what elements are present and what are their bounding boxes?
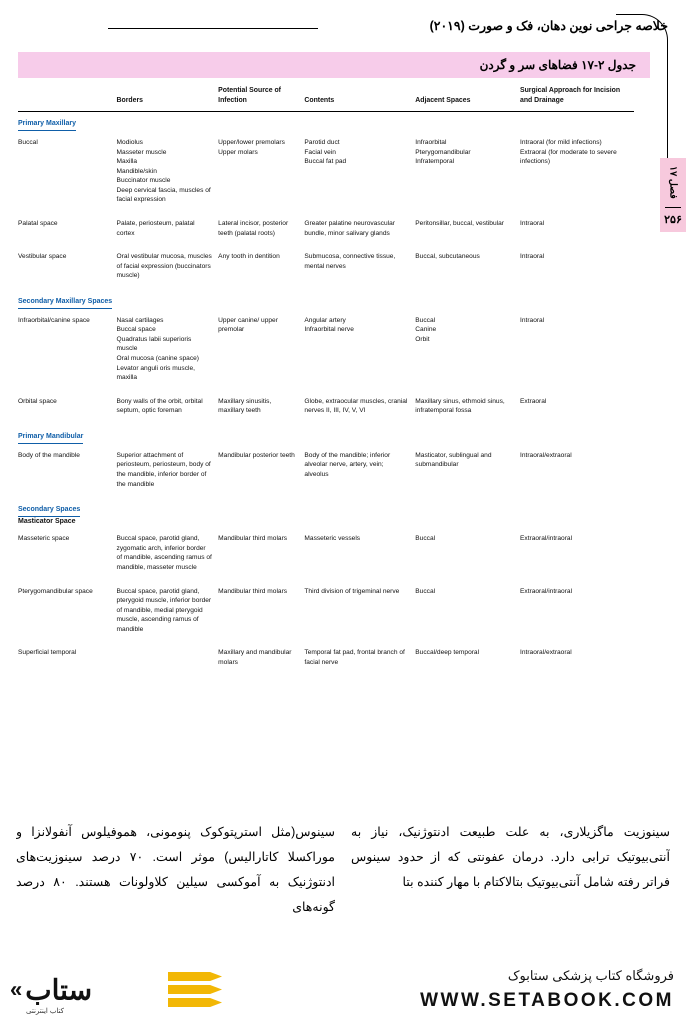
cell-adjacent-spaces: Buccal, subcutaneous bbox=[415, 253, 480, 261]
logo-bar-bottom bbox=[168, 998, 222, 1007]
cell-surgical-approach: Extraoral bbox=[520, 397, 547, 405]
table-row bbox=[18, 247, 634, 290]
col-header-name bbox=[18, 86, 117, 112]
page-header-title: خلاصه جراحی نوین دهان، فک و صورت (۲۰۱۹) bbox=[429, 19, 668, 33]
table-row bbox=[18, 214, 634, 247]
table-section-title-cell bbox=[18, 425, 634, 446]
cell-surgical-approach: Intraoral/extraoral bbox=[520, 451, 572, 459]
cell-adjacent-spaces: Buccal/deep temporal bbox=[415, 649, 480, 657]
shop-url[interactable]: WWW.SETABOOK.COM bbox=[420, 989, 674, 1011]
cell-contents: Greater palatine neurovascular bundle, minor salivary glands bbox=[304, 219, 395, 237]
cell-adjacent-spaces: Buccal Canine Orbit bbox=[415, 316, 437, 343]
col-header-approach: Surgical Approach for Incision and Drainage bbox=[520, 86, 634, 112]
header-rule bbox=[108, 28, 318, 29]
setabook-logo[interactable] bbox=[10, 973, 92, 1006]
cell-borders: Oral vestibular mucosa, muscles of facial expression (buccinators muscle) bbox=[116, 253, 212, 280]
cell-space-name: Body of the mandible bbox=[18, 451, 80, 459]
cell-space-name: Vestibular space bbox=[18, 253, 67, 261]
table-section-title-cell bbox=[18, 112, 634, 134]
shop-name: فروشگاه کتاب پزشکی ستابوک bbox=[507, 967, 674, 983]
table-section-title: Primary Maxillary bbox=[18, 119, 76, 131]
cell-adjacent-spaces: Masticator, sublingual and submandibular bbox=[415, 451, 492, 469]
table-row bbox=[18, 582, 634, 644]
body-text-right-column: سینوزیت ماگزیلاری، به علت طبیعت ادنتوژنیک، نیاز به آنتی‌بیوتیک ترابی دارد. درمان عفونتی که از حدود سینوس فراتر رفته شامل آنتی‌بیوتیک بتالاکتام با مهار کننده بتا bbox=[351, 825, 670, 889]
body-text-columns bbox=[16, 820, 670, 955]
col-header-borders: Borders bbox=[117, 86, 219, 112]
cell-adjacent-spaces: Infraorbital Pterygomandibular Infratemporal bbox=[415, 139, 471, 166]
page-number: ۲۵۶ bbox=[664, 213, 682, 226]
chapter-side-tab bbox=[660, 158, 686, 232]
cell-potential-source: Mandibular third molars bbox=[218, 587, 288, 595]
table-head bbox=[18, 86, 634, 112]
table-row bbox=[18, 643, 634, 676]
cell-potential-source: Any tooth in dentition bbox=[218, 253, 280, 261]
page-footer bbox=[0, 955, 686, 1023]
cell-surgical-approach: Intraoral bbox=[520, 219, 545, 227]
cell-contents: Angular artery Infraorbital nerve bbox=[304, 316, 354, 334]
cell-surgical-approach: Extraoral/intraoral bbox=[520, 535, 573, 543]
head-and-neck-spaces-table bbox=[18, 86, 634, 676]
cell-adjacent-spaces: Buccal bbox=[415, 587, 436, 595]
logo-bar-top bbox=[168, 972, 222, 981]
body-text-left-column: سینوس(مثل استرپتوکوک پنومونی، هموفیلوس آنفولانزا و موراکسلا کاتارالیس) موثر است. ۷۰ درصد سینوزیت‌های ادنتوژنیک به آموکسی سیلین کلاولونات هستند. ۸۰ درصد گونه‌های bbox=[16, 825, 335, 914]
cell-contents: Globe, extraocular muscles, cranial nerves II, III, IV, V, VI bbox=[304, 397, 408, 415]
side-tab-divider bbox=[665, 207, 681, 208]
table-row bbox=[18, 311, 634, 392]
cell-contents: Parotid duct Facial vein Buccal fat pad bbox=[304, 139, 347, 166]
cell-space-name: Buccal bbox=[18, 139, 38, 147]
table-caption-text: جدول ۲-۱۷ فضاهای سر و گردن bbox=[479, 58, 636, 72]
table-row bbox=[18, 392, 634, 425]
cell-surgical-approach: Intraoral bbox=[520, 316, 545, 324]
cell-potential-source: Maxillary sinusitis, maxillary teeth bbox=[218, 397, 272, 415]
cell-space-name: Superficial temporal bbox=[18, 649, 77, 657]
logo-bar-middle bbox=[168, 985, 222, 994]
table-header-row bbox=[18, 86, 634, 112]
cell-space-name: Orbital space bbox=[18, 397, 57, 405]
table-section-title: Secondary Maxillary Spaces bbox=[18, 297, 112, 309]
chapter-label: فصل ۱۷ bbox=[667, 166, 679, 199]
cell-contents: Temporal fat pad, frontal branch of facial nerve bbox=[304, 649, 405, 666]
table-section-title: Primary Mandibular bbox=[18, 432, 83, 444]
cell-space-name: Palatal space bbox=[18, 219, 58, 227]
table-section-header bbox=[18, 498, 634, 529]
cell-potential-source: Lateral incisor, posterior teeth (palatal roots) bbox=[218, 219, 289, 237]
spaces-table-wrapper bbox=[18, 86, 634, 676]
table-section-header bbox=[18, 290, 634, 311]
cell-contents: Submucosa, connective tissue, mental nerves bbox=[304, 253, 396, 270]
cell-contents: Body of the mandible; inferior alveolar nerve, artery, vein; alveolus bbox=[304, 451, 391, 478]
table-section-title: Secondary Spaces bbox=[18, 505, 80, 517]
table-body bbox=[18, 112, 634, 677]
table-section-header bbox=[18, 112, 634, 134]
cell-borders: Superior attachment of periosteum, periosteum, body of the mandible, inferior border of the mandible bbox=[116, 451, 211, 488]
table-caption bbox=[18, 52, 650, 78]
table-row bbox=[18, 133, 634, 214]
cell-borders: Buccal space, parotid gland, pterygoid muscle, inferior border of mandible, medial pterygoid muscle, ascending ramus of mandible bbox=[116, 587, 212, 633]
cell-surgical-approach: Intraoral bbox=[520, 253, 545, 261]
cell-adjacent-spaces: Peritonsillar, buccal, vestibular bbox=[415, 219, 504, 227]
cell-space-name: Masseteric space bbox=[18, 535, 70, 543]
cell-borders: Palate, periosteum, palatal cortex bbox=[116, 219, 195, 237]
table-row bbox=[18, 446, 634, 498]
cell-borders bbox=[117, 643, 219, 676]
cell-contents: Third division of trigeminal nerve bbox=[304, 587, 400, 595]
cell-adjacent-spaces: Buccal bbox=[415, 535, 436, 543]
cell-potential-source: Mandibular posterior teeth bbox=[218, 451, 295, 459]
cell-space-name: Pterygomandibular space bbox=[18, 587, 93, 595]
table-section-title-cell bbox=[18, 498, 634, 529]
cell-potential-source: Upper canine/ upper premolar bbox=[218, 316, 278, 334]
cell-surgical-approach: Extraoral/intraoral bbox=[520, 587, 573, 595]
col-header-contents: Contents bbox=[304, 86, 415, 112]
cell-adjacent-spaces: Maxillary sinus, ethmoid sinus, infratemporal fossa bbox=[415, 397, 505, 415]
cell-borders: Buccal space, parotid gland, zygomatic arch, inferior border of mandible, ascending ramus of mandible, masseter muscle bbox=[116, 535, 212, 572]
double-chevron-icon: « bbox=[10, 976, 20, 1002]
cell-potential-source: Maxillary and mandibular molars bbox=[218, 649, 292, 666]
cell-borders: Bony walls of the orbit, orbital septum, optic foreman bbox=[116, 397, 203, 415]
table-section-header bbox=[18, 425, 634, 446]
col-header-source: Potential Source of Infection bbox=[218, 86, 304, 112]
cell-space-name: Infraorbital/canine space bbox=[18, 316, 90, 324]
cell-borders: Nasal cartilages Buccal space Quadratus labii superioris muscle Oral mucosa (canine space) Levator anguli oris muscle, maxilla bbox=[116, 316, 200, 382]
cell-borders: Modiolus Masseter muscle Maxilla Mandible/skin Buccinator muscle Deep cervical fascia, muscles of facial expression bbox=[116, 139, 211, 204]
col-header-adjacent: Adjacent Spaces bbox=[415, 86, 520, 112]
page-header bbox=[0, 14, 686, 40]
brand-subtitle: کتاب اینترنتی bbox=[26, 1008, 64, 1015]
table-section-subtitle: Masticator Space bbox=[18, 518, 76, 526]
brand-word: ستاب bbox=[25, 974, 93, 1005]
footer-right-block bbox=[420, 968, 674, 1012]
cell-surgical-approach: Intraoral/extraoral bbox=[520, 649, 572, 657]
table-row bbox=[18, 529, 634, 581]
cell-potential-source: Upper/lower premolars Upper molars bbox=[218, 139, 285, 156]
chevron-logo-icon bbox=[168, 968, 222, 1012]
cell-surgical-approach: Intraoral (for mild infections) Extraoral (for moderate to severe infections) bbox=[520, 139, 617, 166]
cell-potential-source: Mandibular third molars bbox=[218, 535, 288, 543]
cell-contents: Masseteric vessels bbox=[304, 535, 361, 543]
table-section-title-cell bbox=[18, 290, 634, 311]
